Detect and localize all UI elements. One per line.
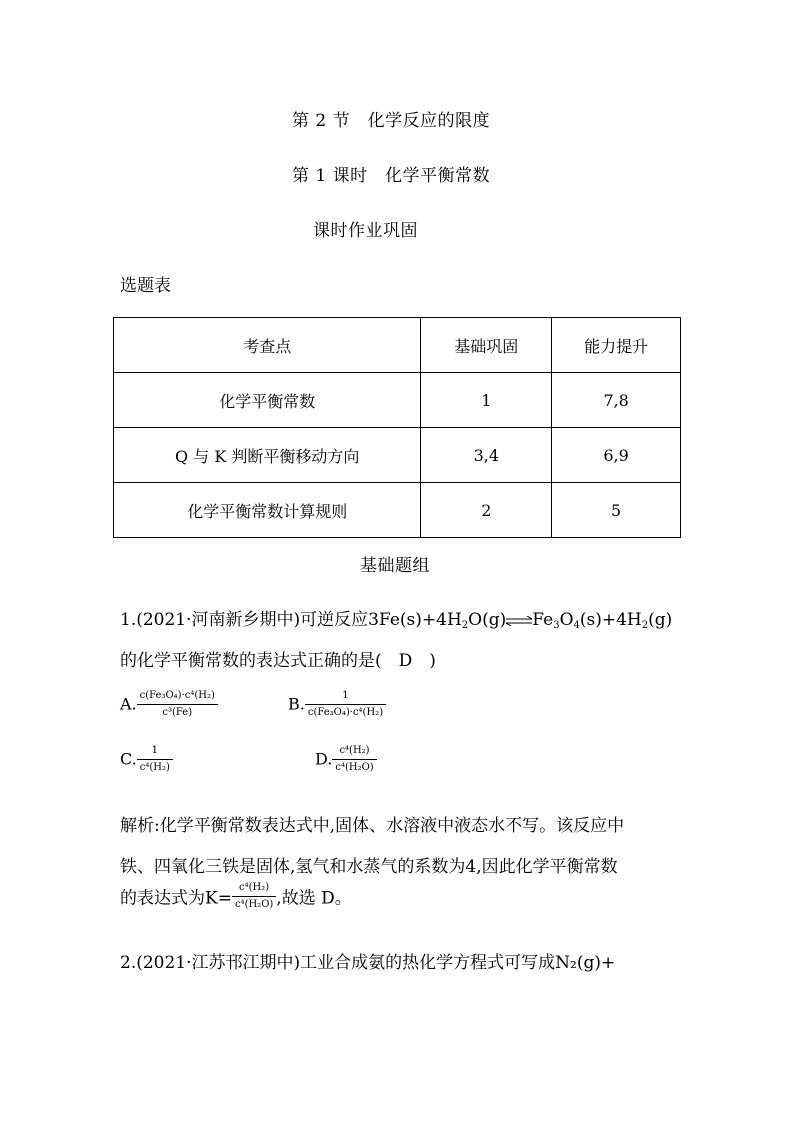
option-d-fraction (332, 745, 376, 773)
option-label: A. (120, 694, 137, 714)
fraction-numerator: 1 (137, 745, 173, 760)
fraction-denominator: c⁴(H₂O) (335, 761, 374, 773)
eq-lhs: 3Fe(s)+4H (368, 610, 462, 630)
q2-stem: 2.(2021·江苏邗江期中)工业合成氨的热化学方程式可写成N₂(g)+ (120, 953, 616, 973)
table-cell: 1 (421, 373, 552, 428)
lesson-title: 第 1 课时 化学平衡常数 (292, 166, 491, 186)
fraction-numerator: c⁴(H₂) (232, 882, 276, 897)
table-header-row (114, 318, 681, 373)
fraction-denominator: c⁴(H₂) (139, 761, 170, 773)
eq-rhs-o: O (559, 610, 574, 630)
table-caption: 选题表 (120, 276, 171, 296)
selection-table (113, 317, 681, 538)
option-c-fraction (137, 745, 173, 773)
fraction-denominator: c³(Fe) (162, 706, 193, 718)
table-row (114, 373, 681, 428)
table-cell: 7,8 (552, 373, 681, 428)
analysis-fraction (232, 882, 276, 910)
fraction-numerator: c⁴(H₂) (332, 745, 376, 760)
option-b-fraction (305, 690, 386, 718)
analysis-line-3 (120, 882, 352, 910)
section-title: 第 2 节 化学反应的限度 (292, 111, 491, 131)
eq-rhs-tail: (s)+4H (579, 610, 642, 630)
q1-stem-line2: 的化学平衡常数的表达式正确的是( D ) (120, 651, 436, 671)
subtitle: 课时作业巩固 (313, 221, 418, 241)
table-row (114, 483, 681, 538)
table-cell: Q 与 K 判断平衡移动方向 (114, 428, 421, 483)
option-label: D. (315, 749, 333, 769)
equilibrium-arrow-icon (506, 616, 532, 626)
option-d (315, 745, 377, 773)
table-cell: 2 (421, 483, 552, 538)
option-a-fraction (137, 690, 218, 718)
group-title: 基础题组 (360, 556, 430, 576)
analysis-line-2: 铁、四氧化三铁是固体,氢气和水蒸气的系数为4,因此化学平衡常数 (120, 857, 618, 877)
q1-stem-line1: 1.(2021·河南新乡期中)可逆反应$3Fe(s)+4H_2O(g)$ $Fe_3O_4(s)+4H_2(g)$ (120, 610, 673, 631)
header-cell: 基础巩固 (421, 318, 552, 373)
fraction-numerator: 1 (305, 690, 386, 705)
eq-rhs-end: (g) (648, 610, 673, 630)
eq-lhs2: O(g) (468, 610, 507, 630)
table-cell: 6,9 (552, 428, 681, 483)
table-row (114, 428, 681, 483)
table-cell: 3,4 (421, 428, 552, 483)
fraction-denominator: c⁴(H₂O) (234, 898, 274, 910)
fraction-numerator: c(Fe₃O₄)·c⁴(H₂) (137, 690, 218, 705)
table-cell: 化学平衡常数 (114, 373, 421, 428)
option-c (120, 745, 173, 773)
header-cell: 考查点 (114, 318, 421, 373)
option-b (288, 690, 386, 718)
option-label: B. (288, 694, 305, 714)
table-cell: 5 (552, 483, 681, 538)
option-a (120, 690, 218, 718)
analysis-pre: 的表达式为K= (120, 888, 232, 909)
header-cell: 能力提升 (552, 318, 681, 373)
analysis-line-1: 解析:化学平衡常数表达式中,固体、水溶液中液态水不写。该反应中 (120, 816, 625, 836)
q1-prefix: 1.(2021·河南新乡期中)可逆反应 (120, 610, 369, 630)
eq-rhs: Fe (532, 610, 554, 630)
fraction-denominator: c(Fe₃O₄)·c⁴(H₂) (307, 706, 384, 718)
analysis-post: ,故选 D。 (276, 888, 352, 909)
table-cell: 化学平衡常数计算规则 (114, 483, 421, 538)
option-label: C. (120, 749, 137, 769)
